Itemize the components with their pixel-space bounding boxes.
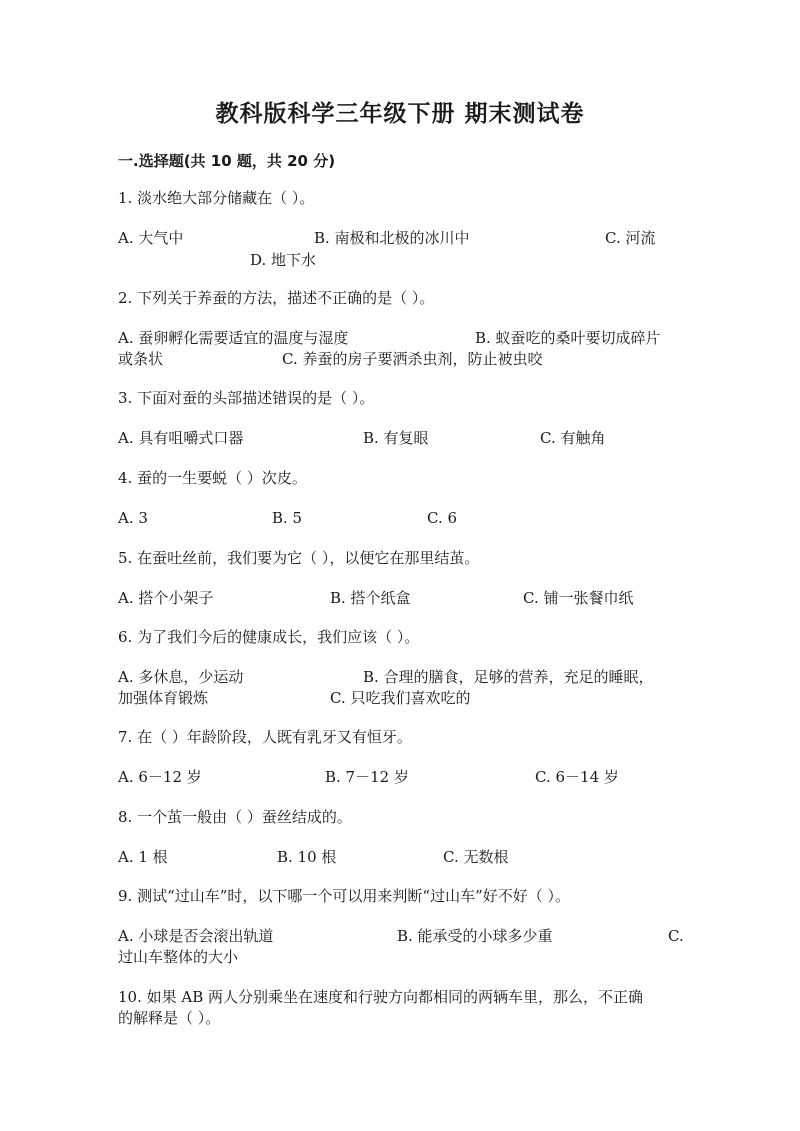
option: C. 铺一张餐巾纸 <box>523 589 634 607</box>
option: 或条状 <box>118 350 164 368</box>
question-stem: 2. 下列关于养蚕的方法，描述不正确的是（ ）。 <box>118 289 435 307</box>
question-stem: 5. 在蚕吐丝前，我们要为它（ ），以便它在那里结茧。 <box>118 549 480 567</box>
option: A. 具有咀嚼式口器 <box>118 429 244 447</box>
option: B. 有复眼 <box>363 429 429 447</box>
option: C. 有触角 <box>540 429 606 447</box>
option: C. 河流 <box>605 229 656 247</box>
option: C. 养蚕的房子要洒杀虫剂，防止被虫咬 <box>282 350 543 368</box>
question-stem: 10. 如果 AB 两人分别乘坐在速度和行驶方向都相同的两辆车里，那么，不正确 <box>118 988 644 1006</box>
option: B. 10 根 <box>277 848 337 866</box>
option: C. 6－14 岁 <box>535 768 619 786</box>
question-stem: 3. 下面对蚕的头部描述错误的是（ ）。 <box>118 389 375 407</box>
option: B. 7－12 岁 <box>325 768 409 786</box>
question-stem: 9. 测试“过山车”时，以下哪一个可以用来判断“过山车”好不好（ ）。 <box>118 887 571 905</box>
option: B. 搭个纸盒 <box>330 589 411 607</box>
option: A. 6－12 岁 <box>118 768 202 786</box>
option: C. 无数根 <box>443 848 509 866</box>
option: B. 合理的膳食，足够的营养，充足的睡眠， <box>363 668 654 686</box>
option: A. 3 <box>118 509 148 527</box>
option: 加强体育锻炼 <box>118 689 209 707</box>
option: A. 大气中 <box>118 229 184 247</box>
option: A. 多休息，少运动 <box>118 668 244 686</box>
option: A. 搭个小架子 <box>118 589 214 607</box>
question-stem: 8. 一个茧一般由（ ）蚕丝结成的。 <box>118 808 352 826</box>
option: B. 能承受的小球多少重 <box>397 927 553 945</box>
option: C. 6 <box>427 509 458 527</box>
option: A. 1 根 <box>118 848 168 866</box>
question-stem: 1. 淡水绝大部分储藏在（ ）。 <box>118 189 315 207</box>
option: 过山车整体的大小 <box>118 948 239 966</box>
question-stem: 7. 在（ ）年龄阶段，人既有乳牙又有恒牙。 <box>118 728 412 746</box>
option: B. 南极和北极的冰川中 <box>314 229 470 247</box>
section-heading: 一.选择题(共 10 题，共 20 分) <box>118 152 336 170</box>
option: C. 只吃我们喜欢吃的 <box>330 689 471 707</box>
question-stem-continued: 的解释是（ ）。 <box>118 1009 221 1027</box>
option: C. <box>668 927 684 945</box>
option: D. 地下水 <box>250 251 317 269</box>
option: B. 蚁蚕吃的桑叶要切成碎片 <box>475 329 661 347</box>
option: A. 蚕卵孵化需要适宜的温度与湿度 <box>118 329 349 347</box>
option: A. 小球是否会滚出轨道 <box>118 927 274 945</box>
question-stem: 6. 为了我们今后的健康成长，我们应该（ ）。 <box>118 628 420 646</box>
question-stem: 4. 蚕的一生要蜕（ ）次皮。 <box>118 469 307 487</box>
option: B. 5 <box>272 509 303 527</box>
page-title: 教科版科学三年级下册 期末测试卷 <box>215 101 585 127</box>
